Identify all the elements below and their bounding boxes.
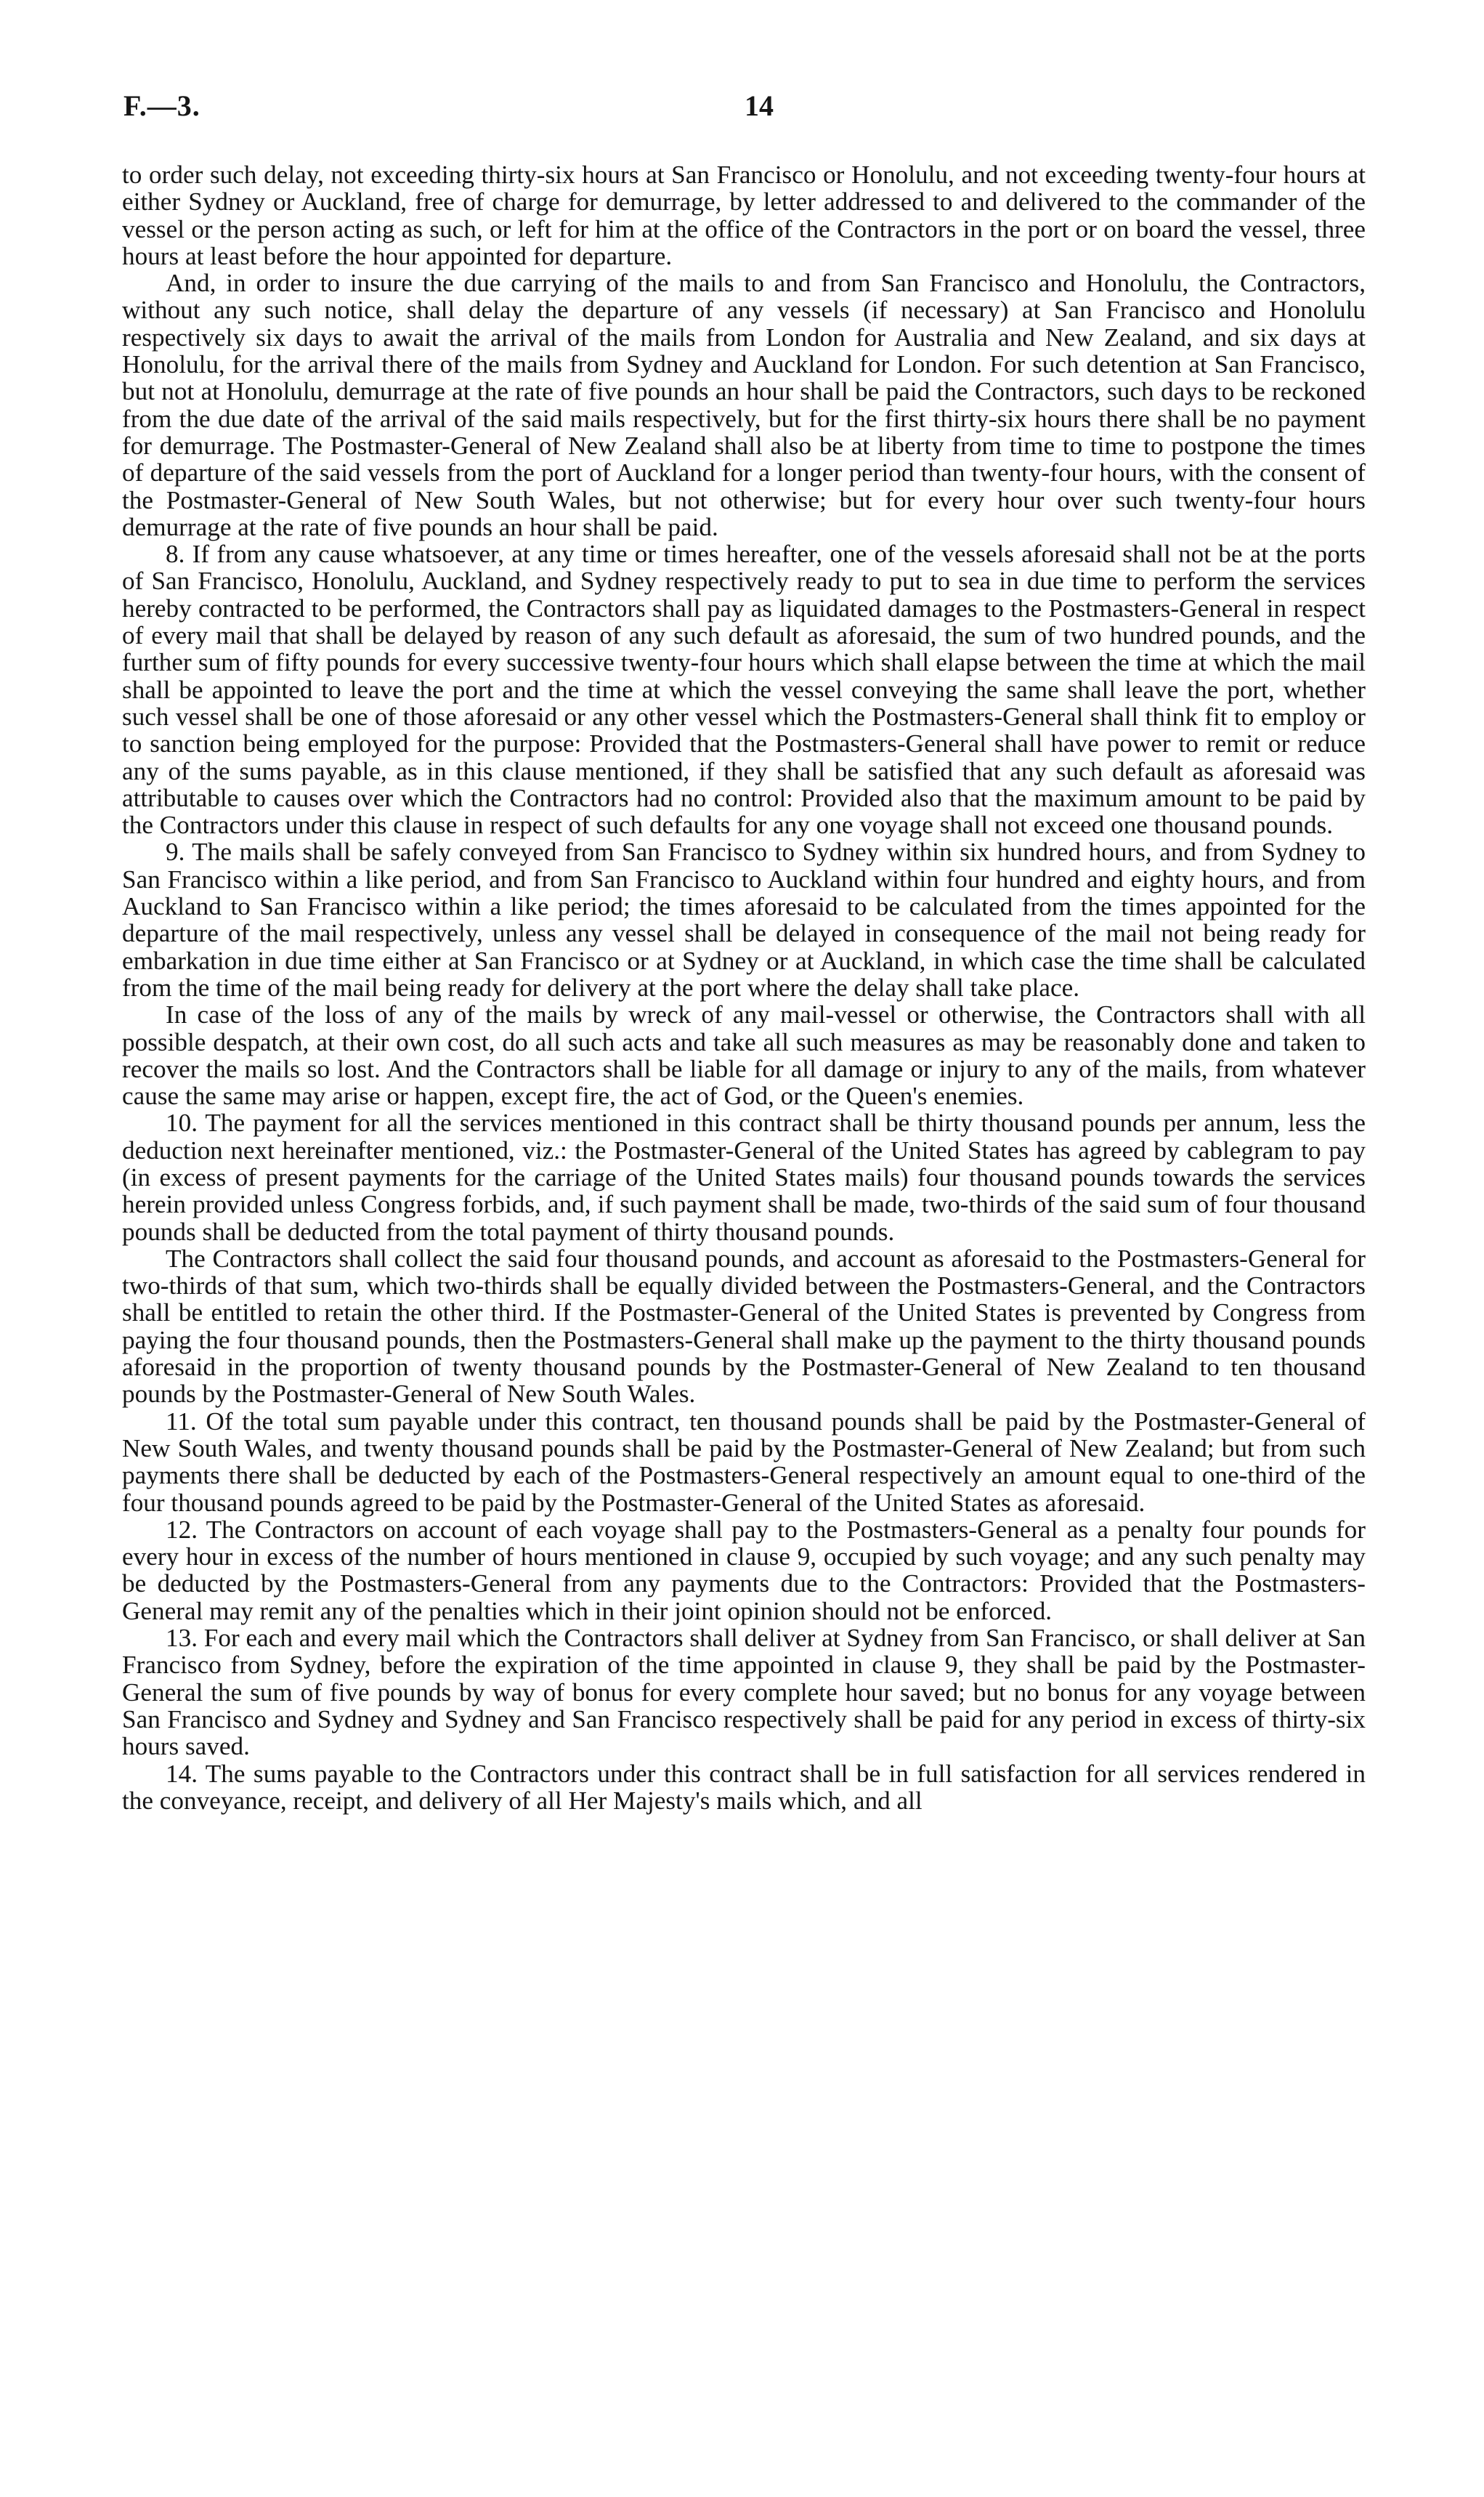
- clause-11: 11. Of the total sum payable under this contract, ten thousand pounds shall be paid by the Postmaster-General of New South Wales, and twenty thousand pounds shall be paid by the Postmaster-General of New Zealand; but from such payments there shall be deducted by each of the Postmasters-General respectively an amount equal to one-third of the four thousand pounds agreed to be paid by the Postmaster-General of the United States as aforesaid.: [122, 1407, 1366, 1517]
- clause-14: 14. The sums payable to the Contractors under this contract shall be in full satisfaction for all services rendered in the conveyance, receipt, and delivery of all Her Majesty's mails which, and all: [122, 1759, 1366, 1815]
- clause-12: 12. The Contractors on account of each voyage shall pay to the Postmasters-General as a penalty four pounds for every hour in excess of the number of hours mentioned in clause 9, occupied by such voyage; and any such penalty may be deducted by the Postmasters-General from any payments due to the Contractors: Provided that the Postmasters-General may remit any of the penalties which in their joint opinion should not be enforced.: [122, 1515, 1366, 1625]
- page-header: [123, 89, 1361, 132]
- clause-8: 8. If from any cause whatsoever, at any time or times hereafter, one of the vessels aforesaid shall not be at the ports of San Francisco, Honolulu, Auckland, and Sydney respectively ready to put to sea in due time to perform the services hereby contracted to be performed, the Contractors shall pay as liquidated damages to the Postmasters-General in respect of every mail that shall be delayed by reason of any such default as aforesaid, the sum of two hundred pounds, and the further sum of fifty pounds for every successive twenty-four hours which shall elapse between the time at which the mail shall be appointed to leave the port and the time at which the vessel conveying the same shall leave the port, whether such vessel shall be one of those aforesaid or any other vessel which the Postmasters-General shall think fit to employ or to sanction being employed for the purpose: Provided that the Postmasters-General shall have power to remit or reduce any of the sums payable, as in this clause mentioned, if they shall be satisfied that any such default as aforesaid was attributable to causes over which the Contractors had no control: Provided also that the maximum amount to be paid by the Contractors under this clause in respect of such defaults for any one voyage shall not exceed one thousand pounds.: [122, 540, 1366, 840]
- clause-13: 13. For each and every mail which the Contractors shall deliver at Sydney from San Francisco, or shall deliver at San Francisco from Sydney, before the expiration of the time appointed in clause 9, they shall be paid by the Postmaster-General the sum of five pounds by way of bonus for every complete hour saved; but no bonus for any voyage between San Francisco and Sydney and Sydney and San Francisco respectively shall be paid for any period in excess of thirty-six hours saved.: [122, 1624, 1366, 1761]
- page-number: 14: [745, 89, 774, 122]
- paragraph-loss-of-mails: In case of the loss of any of the mails by wreck of any mail-vessel or otherwise, the Contractors shall with all possible despatch, at their own cost, do all such acts and take all such measures as may be reasonably done and taken to recover the mails so lost. And the Contractors shall be liable for all damage or injury to any of the mails, from whatever cause the same may arise or happen, except fire, the act of God, or the Queen's enemies.: [122, 1000, 1366, 1111]
- clause-9: 9. The mails shall be safely conveyed from San Francisco to Sydney within six hundred hours, and from Sydney to San Francisco within a like period, and from San Francisco to Auckland within four hundred and eighty hours, and from Auckland to San Francisco within a like period; the times aforesaid to be calculated from the times appointed for the departure of the mail respectively, unless any vessel shall be delayed in consequence of the mail not being ready for embarkation in due time either at San Francisco or at Sydney or at Auckland, in which case the time shall be calculated from the time of the mail being ready for delivery at the port where the delay shall take place.: [122, 838, 1366, 1002]
- page-reference: F.—3.: [123, 89, 200, 122]
- paragraph-continuation: to order such delay, not exceeding thirty-six hours at San Francisco or Honolulu, and not exceeding twenty-four hours at either Sydney or Auckland, free of charge for demurrage, by letter addressed to and delivered to the commander of the vessel or the person acting as such, or left for him at the office of the Contractors in the port or on board the vessel, three hours at least before the hour appointed for departure.: [122, 161, 1366, 270]
- paragraph-collection: The Contractors shall collect the said four thousand pounds, and account as aforesaid to the Postmasters-General for two-thirds of that sum, which two-thirds shall be equally divided between the Postmasters-General, and the Contractors shall be entitled to retain the other third. If the Postmaster-General of the United States is prevented by Congress from paying the four thousand pounds, then the Postmasters-General shall make up the payment to the thirty thousand pounds aforesaid in the proportion of twenty thousand pounds by the Postmaster-General of New Zealand to ten thousand pounds by the Postmaster-General of New South Wales.: [122, 1244, 1366, 1409]
- paragraph-mail-delay: And, in order to insure the due carrying of the mails to and from San Francisco and Honolulu, the Contractors, without any such notice, shall delay the departure of any vessels (if necessary) at San Francisco and Honolulu respectively six days to await the arrival of the mails from London for Australia and New Zealand, and six days at Honolulu, for the arrival there of the mails from Sydney and Auckland for London. For such detention at San Francisco, but not at Honolulu, demurrage at the rate of five pounds an hour shall be paid the Contractors, such days to be reckoned from the due date of the arrival of the said mails respectively, but for the first thirty-six hours there shall be no payment for demurrage. The Postmaster-General of New Zealand shall also be at liberty from time to time to postpone the times of departure of the said vessels from the port of Auckland for a longer period than twenty-four hours, with the consent of the Postmaster-General of New South Wales, but not otherwise; but for every hour over such twenty-four hours demurrage at the rate of five pounds an hour shall be paid.: [122, 269, 1366, 541]
- body-text: [122, 161, 1366, 1814]
- clause-10: 10. The payment for all the services mentioned in this contract shall be thirty thousand pounds per annum, less the deduction next hereinafter mentioned, viz.: the Postmaster-General of the United States has agreed by cablegram to pay (in excess of present payments for the carriage of the United States mails) four thousand pounds towards the services herein provided unless Congress forbids, and, if such payment shall be made, two-thirds of the said sum of four thousand pounds shall be deducted from the total payment of thirty thousand pounds.: [122, 1109, 1366, 1246]
